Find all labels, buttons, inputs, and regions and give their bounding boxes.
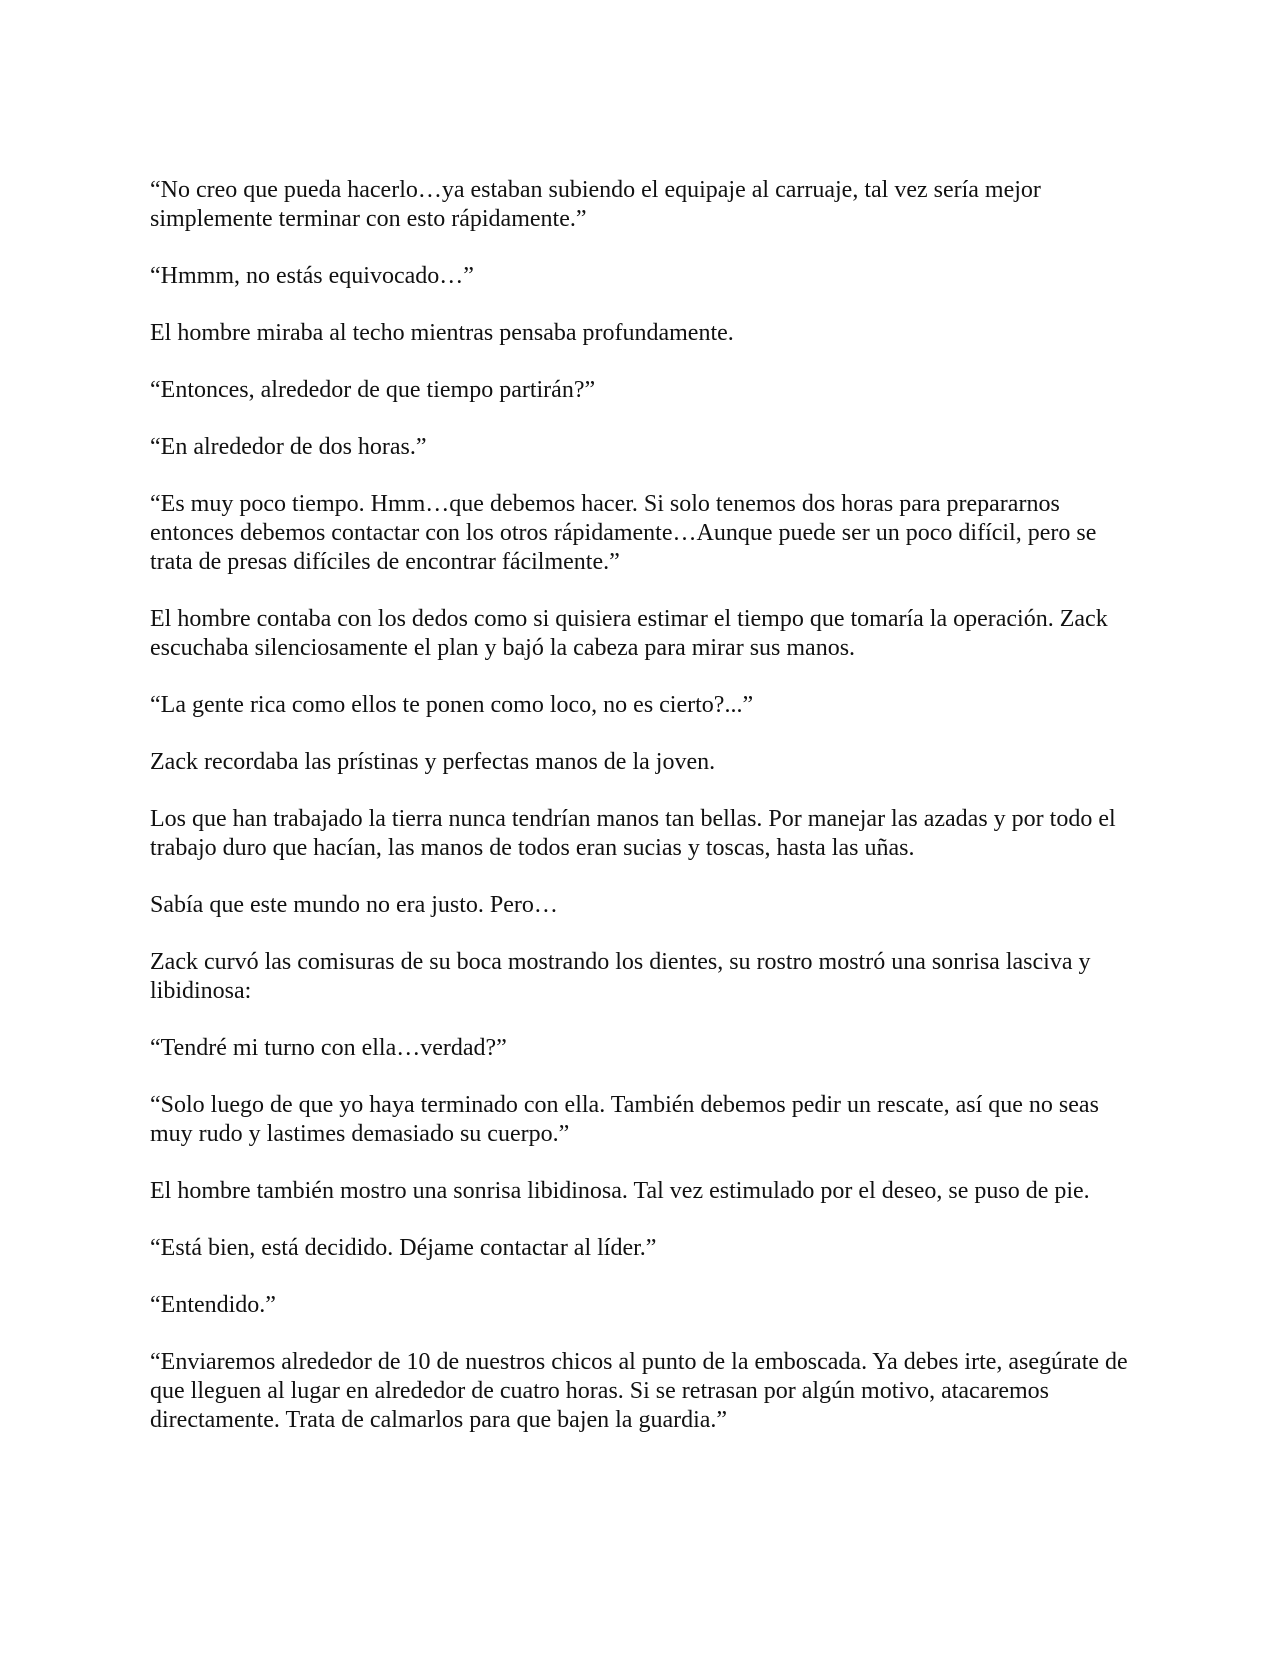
paragraph-1: “No creo que pueda hacerlo…ya estaban subiendo el equipaje al carruaje, tal vez sería mejor simplemente terminar con esto rápidamente.” xyxy=(150,177,1041,232)
paragraph-5: “En alrededor de dos horas.” xyxy=(150,434,427,460)
paragraph-4: “Entonces, alrededor de que tiempo partirán?” xyxy=(150,377,596,403)
paragraph-9: Zack recordaba las prístinas y perfectas manos de la joven. xyxy=(150,749,716,775)
paragraph-12: Zack curvó las comisuras de su boca mostrando los dientes, su rostro mostró una sonrisa lasciva y libidinosa: xyxy=(150,949,1091,1004)
paragraph-3: El hombre miraba al techo mientras pensaba profundamente. xyxy=(150,320,734,346)
paragraph-2: “Hmmm, no estás equivocado…” xyxy=(150,263,474,289)
paragraph-16: “Está bien, está decidido. Déjame contactar al líder.” xyxy=(150,1235,657,1261)
paragraph-11: Sabía que este mundo no era justo. Pero… xyxy=(150,892,558,918)
paragraph-10: Los que han trabajado la tierra nunca tendrían manos tan bellas. Por manejar las azadas y por todo el trabajo duro que hacían, las manos de todos eran sucias y toscas, hasta las uñas. xyxy=(150,806,1116,861)
paragraph-13: “Tendré mi turno con ella…verdad?” xyxy=(150,1035,507,1061)
paragraph-18: “Enviaremos alrededor de 10 de nuestros chicos al punto de la emboscada. Ya debes irte, asegúrate de que lleguen al lugar en alrededor de cuatro horas. Si se retrasan por algún motivo, atacaremos directamente. Trata de calmarlos para que bajen la guardia.” xyxy=(150,1349,1128,1433)
paragraph-15: El hombre también mostro una sonrisa libidinosa. Tal vez estimulado por el deseo, se puso de pie. xyxy=(150,1178,1090,1204)
paragraph-8: “La gente rica como ellos te ponen como loco, no es cierto?...” xyxy=(150,692,754,718)
paragraph-14: “Solo luego de que yo haya terminado con ella. También debemos pedir un rescate, así que no seas muy rudo y lastimes demasiado su cuerpo.” xyxy=(150,1092,1099,1147)
paragraph-6: “Es muy poco tiempo. Hmm…que debemos hacer. Si solo tenemos dos horas para prepararnos entonces debemos contactar con los otros rápidamente…Aunque puede ser un poco difícil, pero se trata de presas difíciles de encontrar fácilmente.” xyxy=(150,491,1097,575)
paragraph-17: “Entendido.” xyxy=(150,1292,276,1318)
document-page xyxy=(150,176,1135,1463)
paragraph-7: El hombre contaba con los dedos como si quisiera estimar el tiempo que tomaría la operación. Zack escuchaba silenciosamente el plan y bajó la cabeza para mirar sus manos. xyxy=(150,606,1108,661)
